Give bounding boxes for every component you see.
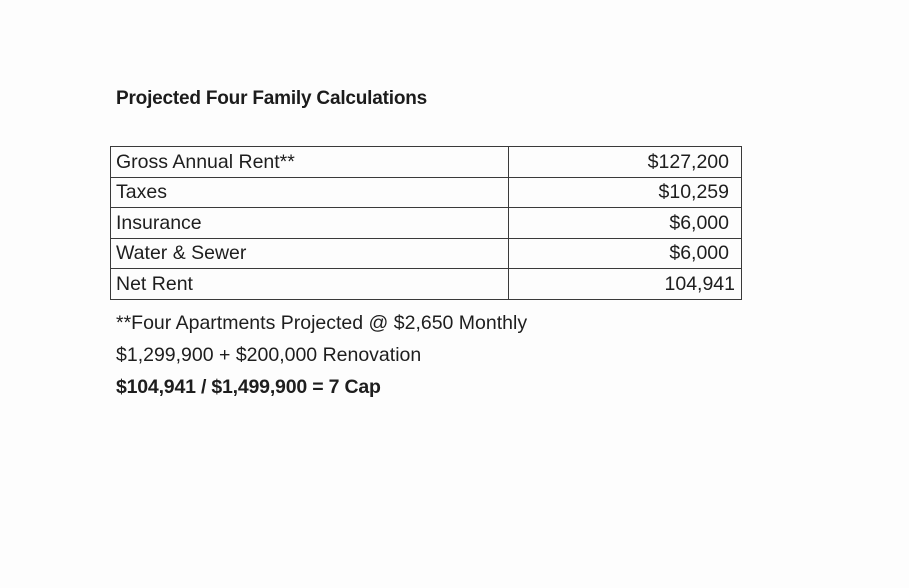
table-row-net-rent bbox=[111, 269, 742, 300]
row-label: Gross Annual Rent** bbox=[111, 147, 509, 178]
table-row-water-sewer bbox=[111, 238, 742, 269]
price-line: $1,299,900 + $200,000 Renovation bbox=[116, 344, 422, 366]
row-value: $6,000 bbox=[509, 208, 742, 239]
row-value: 104,941 bbox=[509, 269, 742, 300]
document-title: Projected Four Family Calculations bbox=[116, 88, 427, 109]
row-value: $127,200 bbox=[509, 147, 742, 178]
row-value: $6,000 bbox=[509, 238, 742, 269]
table-row-gross-annual-rent bbox=[111, 147, 742, 178]
row-label: Taxes bbox=[111, 177, 509, 208]
table-row-taxes bbox=[111, 177, 742, 208]
row-value: $10,259 bbox=[509, 177, 742, 208]
row-label: Water & Sewer bbox=[111, 238, 509, 269]
row-label: Net Rent bbox=[111, 269, 509, 300]
footnote: **Four Apartments Projected @ $2,650 Monthly bbox=[116, 312, 528, 334]
cap-rate-line: $104,941 / $1,499,900 = 7 Cap bbox=[116, 376, 381, 398]
calculation-table bbox=[110, 146, 742, 300]
row-label: Insurance bbox=[111, 208, 509, 239]
table-row-insurance bbox=[111, 208, 742, 239]
